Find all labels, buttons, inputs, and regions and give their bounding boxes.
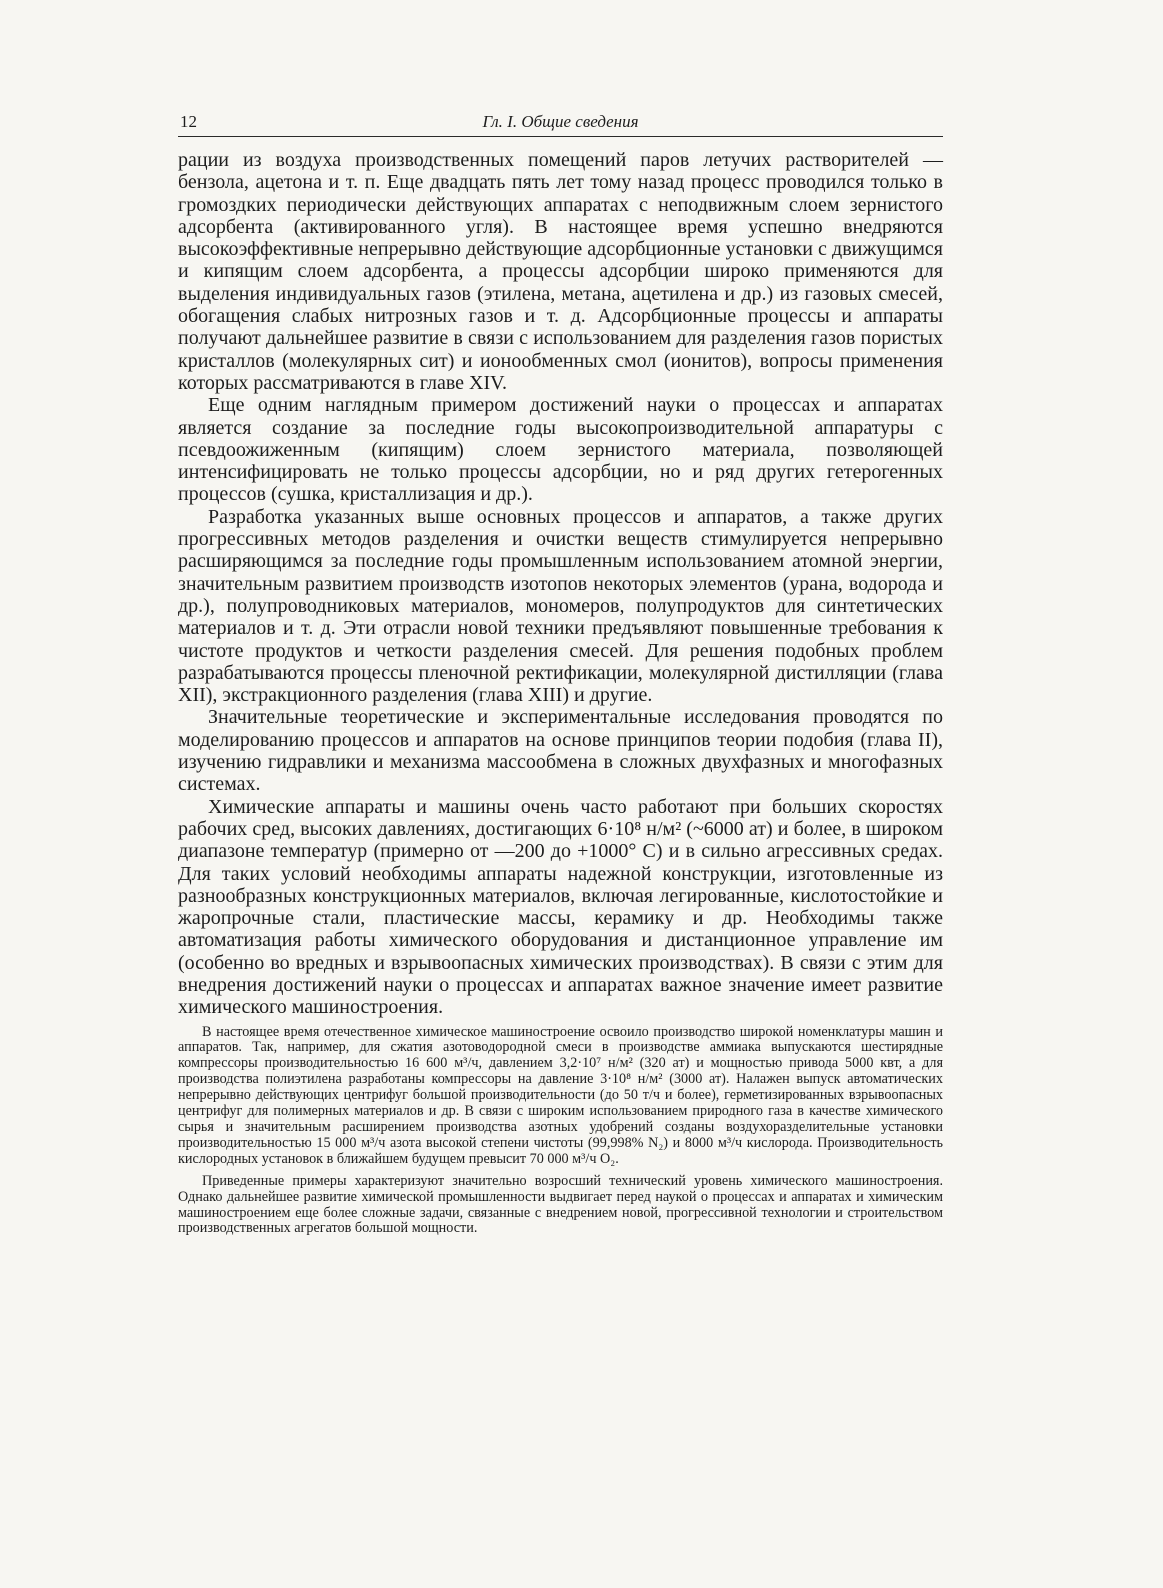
paragraph: Разработка указанных выше основных процессов и аппаратов, а также других прогрессивных методов разделения и очистки веществ стимулируется непрерывно расширяющимся за последние годы промышленным использованием атомной энергии, значительным развитием производств изотопов некоторых элементов (урана, водорода и др.), полупроводниковых материалов, мономеров, полупродуктов для синтетических материалов и т. д. Эти отрасли новой техники предъявляют повышенные требования к чистоте продуктов и четкости разделения смесей. Для решения подобных проблем разрабатываются процессы пленочной ректификации, молекулярной дистилляции (глава XII), экстракционного разделения (глава XIII) и другие. [178, 505, 943, 707]
main-text [178, 149, 943, 1019]
paragraph: рации из воздуха производственных помещений паров летучих растворителей — бензола, ацетона и т. п. Еще двадцать пять лет тому назад процесс проводился только в громоздких периодически действующих аппаратах с неподвижным слоем зернистого адсорбента (активированного угля). В настоящее время успешно внедряются высокоэффективные непрерывно действующие адсорбционные установки с движущимся и кипящим слоем адсорбента, а процессы адсорбции широко применяются для выделения индивидуальных газов (этилена, метана, ацетилена и др.) из газовых смесей, обогащения слабых нитрозных газов и т. д. Адсорбционные процессы и аппараты получают дальнейшее развитие в связи с использованием для разделения газов пористых кристаллов (молекулярных сит) и ионообменных смол (ионитов), вопросы применения которых рассматриваются в главе XIV. [178, 149, 943, 394]
paragraph: Значительные теоретические и экспериментальные исследования проводятся по моделированию процессов и аппаратов на основе принципов теории подобия (глава II), изучению гидравлики и механизма массообмена в сложных двухфазных и многофазных системах. [178, 706, 943, 796]
page-body [178, 149, 943, 1237]
book-page [178, 110, 943, 1237]
fine-print-section [178, 1025, 943, 1238]
fine-print-paragraph: Приведенные примеры характеризуют значительно возросший технический уровень химического машиностроения. Однако дальнейшее развитие химической промышленности выдвигает перед наукой о процессах и аппаратах и химическим машиностроением еще более сложные задачи, связанные с внедрением новой, прогрессивной технологии и строительством производственных агрегатов большой мощности. [178, 1172, 943, 1237]
page-number: 12 [180, 112, 197, 131]
running-title: Гл. I. Общие сведения [482, 112, 639, 131]
paragraph: Химические аппараты и машины очень часто работают при больших скоростях рабочих сред, высоких давлениях, достигающих 6·10⁸ н/м² (~6000 ат) и более, в широком диапазоне температур (примерно от —200 до +1000° С) и в сильно агрессивных средах. Для таких условий необходимы аппараты надежной конструкции, изготовленные из разнообразных конструкционных материалов, включая легированные, кислотостойкие и жаропрочные стали, пластические массы, керамику и др. Необходимы также автоматизация работы химического оборудования и дистанционное управление им (особенно во вредных и взрывоопасных химических производствах). В связи с этим для внедрения достижений науки о процессах и аппаратах важное значение имеет развитие химического машиностроения. [178, 795, 943, 1019]
fine-print-paragraph: В настоящее время отечественное химическое машиностроение освоило производство широкой номенклатуры машин и аппаратов. Так, например, для сжатия азотоводородной смеси в производстве аммиака выпускаются шестирядные компрессоры производительностью 16 600 м³/ч, давлением 3,2·10⁷ н/м² (320 ат) и мощностью привода 5000 квт, а для производства полиэтилена разработаны компрессоры на давление 3·10⁸ н/м² (3000 ат). Налажен выпуск автоматических непрерывно действующих центрифуг большой производительности (до 50 т/ч и более), герметизированных взрывоопасных центрифуг для полимерных материалов и др. В связи с широким использованием природного газа в качестве химического сырья и значительным расширением производства азотных удобрений созданы воздухоразделительные установки производительностью 15 000 м³/ч азота высокой степени чистоты (99,998% N₂) и 8000 м³/ч кислорода. Производительность кислородных установок в ближайшем будущем превысит 70 000 м³/ч O₂. [178, 1023, 943, 1167]
running-header [178, 110, 943, 137]
paragraph: Еще одним наглядным примером достижений науки о процессах и аппаратах является создание за последние годы высокопроизводительной аппаратуры с псевдоожиженным (кипящим) слоем зернистого материала, позволяющей интенсифицировать не только процессы адсорбции, но и ряд других гетерогенных процессов (сушка, кристаллизация и др.). [178, 394, 943, 506]
